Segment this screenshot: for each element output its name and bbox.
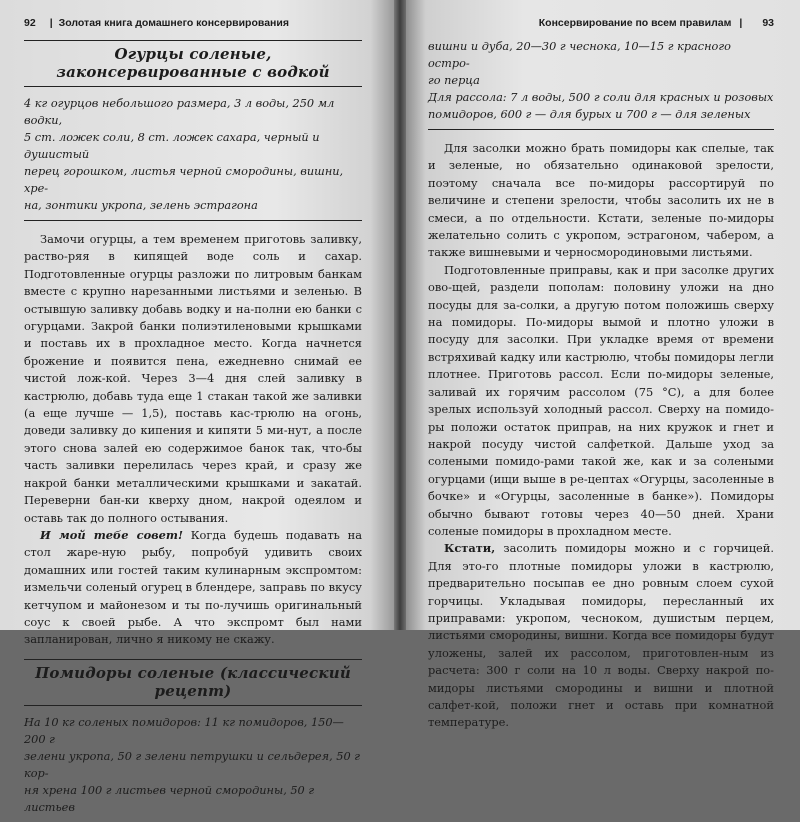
- book-gutter: [394, 0, 406, 630]
- advice-lead: И мой тебе совет!: [40, 527, 183, 542]
- running-title-left: Золотая книга домашнего консервирования: [58, 17, 289, 29]
- left-page: [0, 0, 394, 814]
- ingredient-line: 4 кг огурцов небольшого размера, 3 л воды, 250 мл водки,: [24, 97, 335, 127]
- kstati-lead: Кстати,: [444, 541, 496, 556]
- page-number-left: 92: [24, 17, 36, 29]
- ingredients-cucumbers: [24, 95, 362, 221]
- ingredient-line: го перца: [428, 74, 480, 87]
- recipe-title-tomatoes: Помидоры соленые (классический рецепт): [24, 659, 362, 706]
- right-running-head: [428, 16, 774, 30]
- ingredient-line: на, зонтики укропа, зелень эстрагона: [24, 199, 258, 212]
- paragraph: Подготовленные приправы, как и при засолке других ово-щей, раздели пополам: половину уложи на дно посуды для за-солки, а другую потом положишь сверху на помидоры. По-мидоры вымой и плотно уложи в посуду для засолки. При укладке время от времени встряхивай кадку или кастрюлю, чтобы помидоры легли плотнее. Приготовь рассол. Если по-мидоры зеленые, заливай их горячим рассолом (75 °С), а для более зрелых используй холодный рассол. Сверху на помидо-ры положи остаток приправ, на них кружок и гнет и накрой посуду чистой салфеткой. Дальше уход за солеными помидо-рами такой же, как и за солеными огурцами (ищи выше в ре-цептах «Огурцы, засоленные в бочке» и «Огурцы, засоленные в банке»). Помидоры обычно бывают готовы через 40—50 дней. Храни соленые помидоры в прохладном месте.: [428, 262, 774, 538]
- instructions-tomatoes: [428, 140, 774, 732]
- paragraph: Для засолки можно брать помидоры как спелые, так и зеленые, но обязательно одинаковой зрелости, поэтому сначала все по-мидоры рассортируй по величине и степени зрелости, чтобы засолить их не в смеси, а по отдельности. Кстати, зеленые по-мидоры желательно солить с укропом, эстрагоном, чабером, а также вишневыми и черносмородиновыми листьями.: [428, 141, 774, 260]
- instructions-cucumbers: [24, 231, 362, 649]
- ingredients-tomatoes: [24, 714, 362, 822]
- ingredient-line: перец горошком, листья черной смородины, вишни, хре-: [24, 165, 344, 195]
- paragraph: Замочи огурцы, а тем временем приготовь заливку, раство-ряя в кипящей воде соль и сахар. Подготовленные огурцы разложи по литровым банкам вместе с крупно нарезанными листьями и зеленью. В остывшую заливку добавь водку и на-полни ею банки с огурцами. Закрой банки полиэтиленовыми крышками и поставь их в прохладное место. Когда начнется брожение и появится пена, ежедневно снимай ее чистой лож-кой. Через 3—4 дня слей заливку в кастрюлю, добавь туда еще 1 стакан такой же заливки (а еще лучше — 1,5), поставь кас-трюлю на огонь, доведи заливку до кипения и кипяти 5 ми-нут, а после этого снова залей ею содержимое банок так, что-бы часть заливки перелилась через край, и сразу же накрой банки металлическими крышками и закатай. Переверни бан-ки кверху дном, накрой одеялом и оставь так до полного остывания.: [24, 232, 362, 525]
- kstati-paragraph: [428, 540, 774, 731]
- ingredient-line: 5 ст. ложек соли, 8 ст. ложек сахара, черный и душистый: [24, 131, 320, 161]
- ingredient-line: Для рассола: 7 л воды, 500 г соли для красных и розовых: [428, 91, 774, 104]
- running-title-right: Консервирование по всем правилам: [538, 17, 732, 29]
- running-head-divider: |: [49, 17, 53, 29]
- ingredients-tomatoes-continued: [428, 38, 774, 130]
- left-running-head: [24, 16, 362, 30]
- page-number-right: 93: [762, 17, 774, 29]
- ingredient-line: зелени укропа, 50 г зелени петрушки и сельдерея, 50 г кор-: [24, 749, 360, 780]
- recipe-title-cucumbers: Огурцы соленые, законсервированные с водкой: [24, 40, 362, 87]
- kstati-text: засолить помидоры можно и с горчицей. Для это-го плотные помидоры уложи в кастрюлю, предварительно посыпав ее дно ровным слоем сухой горчицы. Укладывая помидоры, пересланный их приправами: укропом, чесноком, душистым перцем, листьями смородины, вишни. Когда все помидоры будут уложены, залей их рассолом, приготовлен-ным из расчета: 300 г соли на 10 л воды. Сверху накрой по-мидоры листьями смородины и вишни и плотной салфет-кой, положи гнет и оставь при комнатной температуре.: [428, 541, 774, 730]
- ingredient-line: помидоров, 600 г — для бурых и 700 г — для зеленых: [428, 108, 751, 121]
- advice-text: Когда будешь подавать на стол жаре-ную рыбу, попробуй удивить своих домашних или гостей таким кулинарным экспромтом: измельчи соленый огурец в блендере, заправь по вкусу кетчупом и майонезом и ты по-лучишь оригинальный соус к своей рыбе. А что экспромт был нами запланирован, лично я никому не скажу.: [24, 527, 362, 647]
- running-head-divider: |: [739, 17, 743, 29]
- right-page: [406, 0, 800, 730]
- ingredient-line: вишни и дуба, 20—30 г чеснока, 10—15 г красного остро-: [428, 40, 731, 70]
- advice-paragraph: [24, 527, 362, 649]
- ingredient-line: На 10 кг соленых помидоров: 11 кг помидоров, 150—200 г: [24, 715, 344, 746]
- ingredient-line: ня хрена 100 г листьев черной смородины, 50 г листьев: [24, 783, 315, 814]
